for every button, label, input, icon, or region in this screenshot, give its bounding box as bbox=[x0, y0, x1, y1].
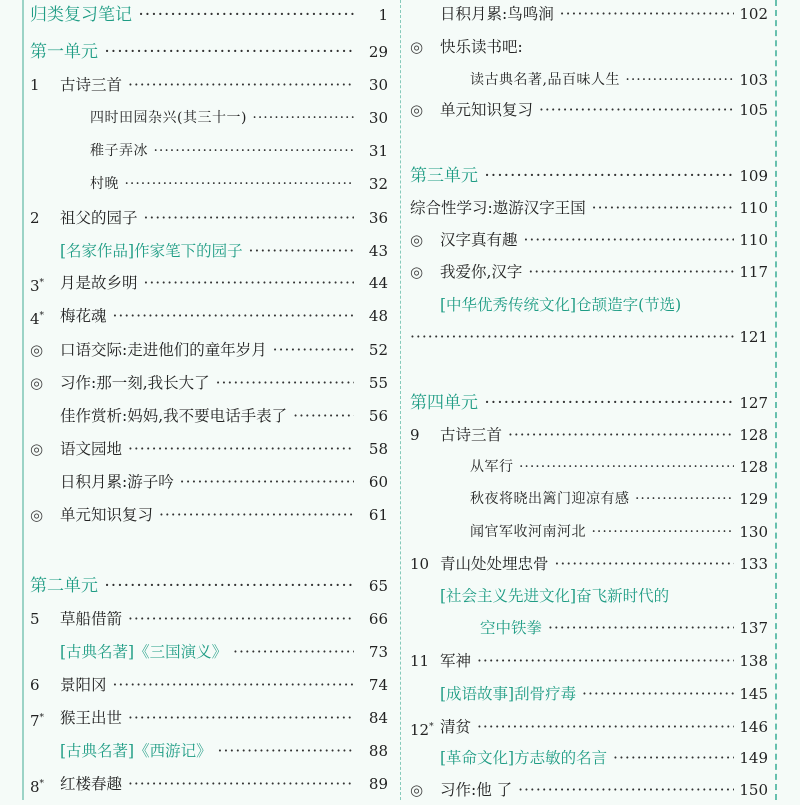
toc-entry[interactable] bbox=[410, 290, 768, 320]
bullet-circle-icon: ◎ bbox=[410, 781, 424, 799]
toc-entry-title: 稚子弄冰 ····· bbox=[90, 136, 354, 166]
toc-right-column bbox=[410, 0, 768, 800]
toc-entry-title: 月是故乡明 ····· bbox=[60, 268, 354, 298]
column-divider bbox=[400, 0, 401, 800]
toc-entry-title: 祖父的园子 ····· bbox=[60, 203, 354, 233]
toc-entry[interactable] bbox=[30, 368, 388, 398]
toc-entry-title: 佳作赏析:妈妈,我不要电话手表了 ····· bbox=[60, 401, 354, 431]
toc-entry-title bbox=[410, 322, 734, 352]
toc-entry[interactable] bbox=[410, 581, 768, 611]
toc-entry-title: 草船借箭 ····· bbox=[60, 604, 354, 634]
page-number: 137 bbox=[735, 613, 768, 643]
toc-entry[interactable] bbox=[410, 743, 768, 773]
page-number: 110 bbox=[735, 193, 768, 223]
toc-entry-title: 清贫 ····· bbox=[440, 712, 734, 742]
page-border-right bbox=[775, 0, 777, 800]
toc-entry[interactable] bbox=[30, 670, 388, 700]
page-number: 55 bbox=[365, 368, 388, 398]
toc-entry-title: 古诗三首 ····· bbox=[440, 420, 734, 450]
optional-star-marker: * bbox=[39, 311, 45, 321]
page-number: 129 bbox=[735, 484, 768, 514]
page-number: 30 bbox=[365, 103, 388, 133]
toc-entry[interactable] bbox=[30, 203, 388, 233]
toc-unit-heading[interactable] bbox=[30, 37, 388, 67]
page-number: 128 bbox=[735, 420, 768, 450]
toc-entry[interactable] bbox=[30, 500, 388, 530]
toc-entry-number: 6 bbox=[30, 676, 40, 694]
toc-entry[interactable] bbox=[30, 70, 388, 100]
toc-entry[interactable] bbox=[30, 268, 388, 298]
toc-entry-title: 日积月累:游子吟 ····· bbox=[60, 467, 354, 497]
page-number: 31 bbox=[365, 136, 388, 166]
bullet-circle-icon: ◎ bbox=[30, 506, 44, 524]
bullet-circle-icon: ◎ bbox=[30, 374, 44, 392]
toc-entry[interactable] bbox=[30, 736, 388, 766]
toc-entry-title: 闻官军收河南河北 ····· bbox=[470, 517, 734, 547]
bullet-circle-icon: ◎ bbox=[30, 341, 44, 359]
toc-unit-heading[interactable] bbox=[30, 0, 388, 30]
optional-star-marker: * bbox=[429, 722, 434, 732]
optional-star-marker: * bbox=[39, 278, 45, 288]
toc-entry-number: 10 bbox=[410, 555, 430, 573]
bullet-circle-icon: ◎ bbox=[410, 101, 424, 119]
page-number: 1 bbox=[374, 0, 388, 30]
page-number: 61 bbox=[365, 500, 388, 530]
page-number: 102 bbox=[735, 0, 768, 29]
page-number: 110 bbox=[735, 225, 768, 255]
page-number: 138 bbox=[735, 646, 768, 676]
unit-title: 第二单元 ····· bbox=[30, 571, 354, 601]
toc-entry[interactable] bbox=[30, 301, 388, 331]
page-number: 29 bbox=[365, 37, 388, 67]
toc-entry[interactable] bbox=[410, 452, 768, 482]
toc-entry[interactable] bbox=[410, 0, 768, 29]
toc-entry-title: 读古典名著,品百味人生 ····· bbox=[470, 65, 734, 95]
page-number: 117 bbox=[735, 257, 768, 287]
toc-entry[interactable] bbox=[30, 604, 388, 634]
toc-unit-heading[interactable] bbox=[410, 161, 768, 191]
toc-entry-title: 青山处处埋忠骨 ····· bbox=[440, 549, 734, 579]
toc-entry-title: 习作:他 了 ····· bbox=[440, 775, 734, 805]
page-number: 30 bbox=[365, 70, 388, 100]
toc-entry-number: 12* bbox=[410, 721, 434, 739]
bullet-circle-icon: ◎ bbox=[410, 38, 424, 56]
page-number: 109 bbox=[735, 161, 768, 191]
toc-entry-title: [古典名著]《西游记》 ····· bbox=[60, 736, 354, 766]
toc-entry-title: [社会主义先进文化]奋飞新时代的 bbox=[440, 587, 670, 605]
toc-entry[interactable] bbox=[30, 703, 388, 733]
toc-entry-title: 古诗三首 ····· bbox=[60, 70, 354, 100]
toc-entry[interactable] bbox=[30, 335, 388, 365]
toc-entry[interactable] bbox=[410, 322, 768, 352]
toc-entry-number: 9 bbox=[410, 426, 420, 444]
page-number: 103 bbox=[735, 65, 768, 95]
page-number: 48 bbox=[365, 301, 388, 331]
toc-entry[interactable] bbox=[410, 65, 768, 95]
toc-entry-number: 8* bbox=[30, 778, 45, 796]
page-number: 44 bbox=[365, 268, 388, 298]
toc-entry-title: 四时田园杂兴(其三十一) ····· bbox=[90, 103, 354, 133]
page-number: 66 bbox=[365, 604, 388, 634]
toc-entry-number: 3* bbox=[30, 277, 45, 295]
page-number: 89 bbox=[365, 769, 388, 799]
toc-entry-title: 口语交际:走进他们的童年岁月 ····· bbox=[60, 335, 354, 365]
page-number: 133 bbox=[735, 549, 768, 579]
bullet-circle-icon: ◎ bbox=[410, 263, 424, 281]
toc-entry-title: 秋夜将晓出篱门迎凉有感 ····· bbox=[470, 484, 734, 514]
page-number: 127 bbox=[735, 388, 768, 418]
page-number: 43 bbox=[365, 236, 388, 266]
toc-entry-number: 5 bbox=[30, 610, 40, 628]
toc-entry-title: 红楼春趣 ····· bbox=[60, 769, 354, 799]
toc-entry[interactable] bbox=[410, 646, 768, 676]
toc-entry[interactable] bbox=[30, 169, 388, 199]
toc-entry-title: 军神 ····· bbox=[440, 646, 734, 676]
toc-entry-title: 语文园地 ····· bbox=[60, 434, 354, 464]
toc-entry[interactable] bbox=[30, 401, 388, 431]
toc-entry-title: 汉字真有趣 ····· bbox=[440, 225, 734, 255]
toc-entry-title: [中华优秀传统文化]仓颉造字(节选) bbox=[440, 296, 682, 314]
toc-entry-title: 景阳冈 ····· bbox=[60, 670, 354, 700]
toc-entry[interactable] bbox=[410, 484, 768, 514]
toc-entry-title: 村晚 ····· bbox=[90, 169, 354, 199]
page-number: 150 bbox=[735, 775, 768, 805]
toc-entry-number: 4* bbox=[30, 310, 45, 328]
page-number: 56 bbox=[365, 401, 388, 431]
toc-entry-title: 梅花魂 ····· bbox=[60, 301, 354, 331]
optional-star-marker: * bbox=[39, 779, 45, 789]
toc-unit-heading[interactable] bbox=[410, 388, 768, 418]
bullet-circle-icon: ◎ bbox=[30, 440, 44, 458]
toc-entry[interactable] bbox=[30, 637, 388, 667]
toc-entry[interactable] bbox=[410, 420, 768, 450]
toc-entry[interactable] bbox=[410, 32, 768, 62]
toc-entry[interactable] bbox=[30, 434, 388, 464]
toc-entry[interactable] bbox=[30, 236, 388, 266]
toc-entry[interactable] bbox=[410, 549, 768, 579]
toc-entry[interactable] bbox=[30, 769, 388, 799]
page-number: 73 bbox=[365, 637, 388, 667]
toc-entry-title: [古典名著]《三国演义》 ····· bbox=[60, 637, 354, 667]
toc-entry-title: 猴王出世 ····· bbox=[60, 703, 354, 733]
toc-entry[interactable] bbox=[410, 517, 768, 547]
toc-entry-title: 习作:那一刻,我长大了 ····· bbox=[60, 368, 354, 398]
toc-entry-title: [名家作品]作家笔下的园子 ····· bbox=[60, 236, 354, 266]
toc-entry-title: [革命文化]方志敏的名言 ····· bbox=[440, 743, 734, 773]
unit-title: 归类复习笔记 ····· bbox=[30, 0, 354, 30]
toc-entry-title: 单元知识复习 ····· bbox=[440, 95, 734, 125]
toc-entry-title: [成语故事]刮骨疗毒 ····· bbox=[440, 679, 734, 709]
optional-star-marker: * bbox=[39, 713, 45, 723]
page-number: 32 bbox=[365, 169, 388, 199]
page-number: 52 bbox=[365, 335, 388, 365]
toc-entry[interactable] bbox=[410, 712, 768, 742]
toc-entry-title: 快乐读书吧: bbox=[440, 38, 523, 56]
toc-entry-title: 单元知识复习 ····· bbox=[60, 500, 354, 530]
toc-entry[interactable] bbox=[410, 193, 768, 223]
page-number: 145 bbox=[735, 679, 768, 709]
page-number: 60 bbox=[365, 467, 388, 497]
toc-entry[interactable] bbox=[30, 136, 388, 166]
page-number: 146 bbox=[735, 712, 768, 742]
page-number: 128 bbox=[735, 452, 768, 482]
toc-entry[interactable] bbox=[410, 95, 768, 125]
toc-entry-number: 7* bbox=[30, 712, 45, 730]
page-number: 74 bbox=[365, 670, 388, 700]
page-number: 58 bbox=[365, 434, 388, 464]
toc-entry-title: 日积月累:鸟鸣涧 ····· bbox=[440, 0, 734, 29]
toc-entry-title: 从军行 ····· bbox=[470, 452, 734, 482]
unit-title: 第三单元 ····· bbox=[410, 161, 734, 191]
toc-entry[interactable] bbox=[30, 467, 388, 497]
toc-entry[interactable] bbox=[410, 613, 768, 643]
toc-unit-heading[interactable] bbox=[30, 571, 388, 601]
page-number: 65 bbox=[365, 571, 388, 601]
toc-entry[interactable] bbox=[410, 679, 768, 709]
toc-entry[interactable] bbox=[410, 257, 768, 287]
toc-entry-number: 11 bbox=[410, 652, 430, 670]
toc-entry-title: 我爱你,汉字 ····· bbox=[440, 257, 734, 287]
unit-title: 第一单元 ····· bbox=[30, 37, 354, 67]
toc-entry-title: 空中铁拳 ····· bbox=[480, 613, 734, 643]
page-number: 84 bbox=[365, 703, 388, 733]
unit-title: 第四单元 ····· bbox=[410, 388, 734, 418]
bullet-circle-icon: ◎ bbox=[410, 231, 424, 249]
toc-entry[interactable] bbox=[410, 225, 768, 255]
page-number: 105 bbox=[735, 95, 768, 125]
toc-entry[interactable] bbox=[410, 775, 768, 805]
toc-entry-number: 2 bbox=[30, 209, 40, 227]
page-border-left bbox=[22, 0, 24, 800]
page-number: 149 bbox=[735, 743, 768, 773]
page-number: 36 bbox=[365, 203, 388, 233]
toc-entry-number: 1 bbox=[30, 76, 40, 94]
page-number: 88 bbox=[365, 736, 388, 766]
toc-left-column bbox=[30, 0, 388, 800]
toc-entry[interactable] bbox=[30, 103, 388, 133]
page-number: 121 bbox=[735, 322, 768, 352]
page-number: 130 bbox=[735, 517, 768, 547]
toc-entry-title: 综合性学习:遨游汉字王国 ····· bbox=[410, 193, 734, 223]
